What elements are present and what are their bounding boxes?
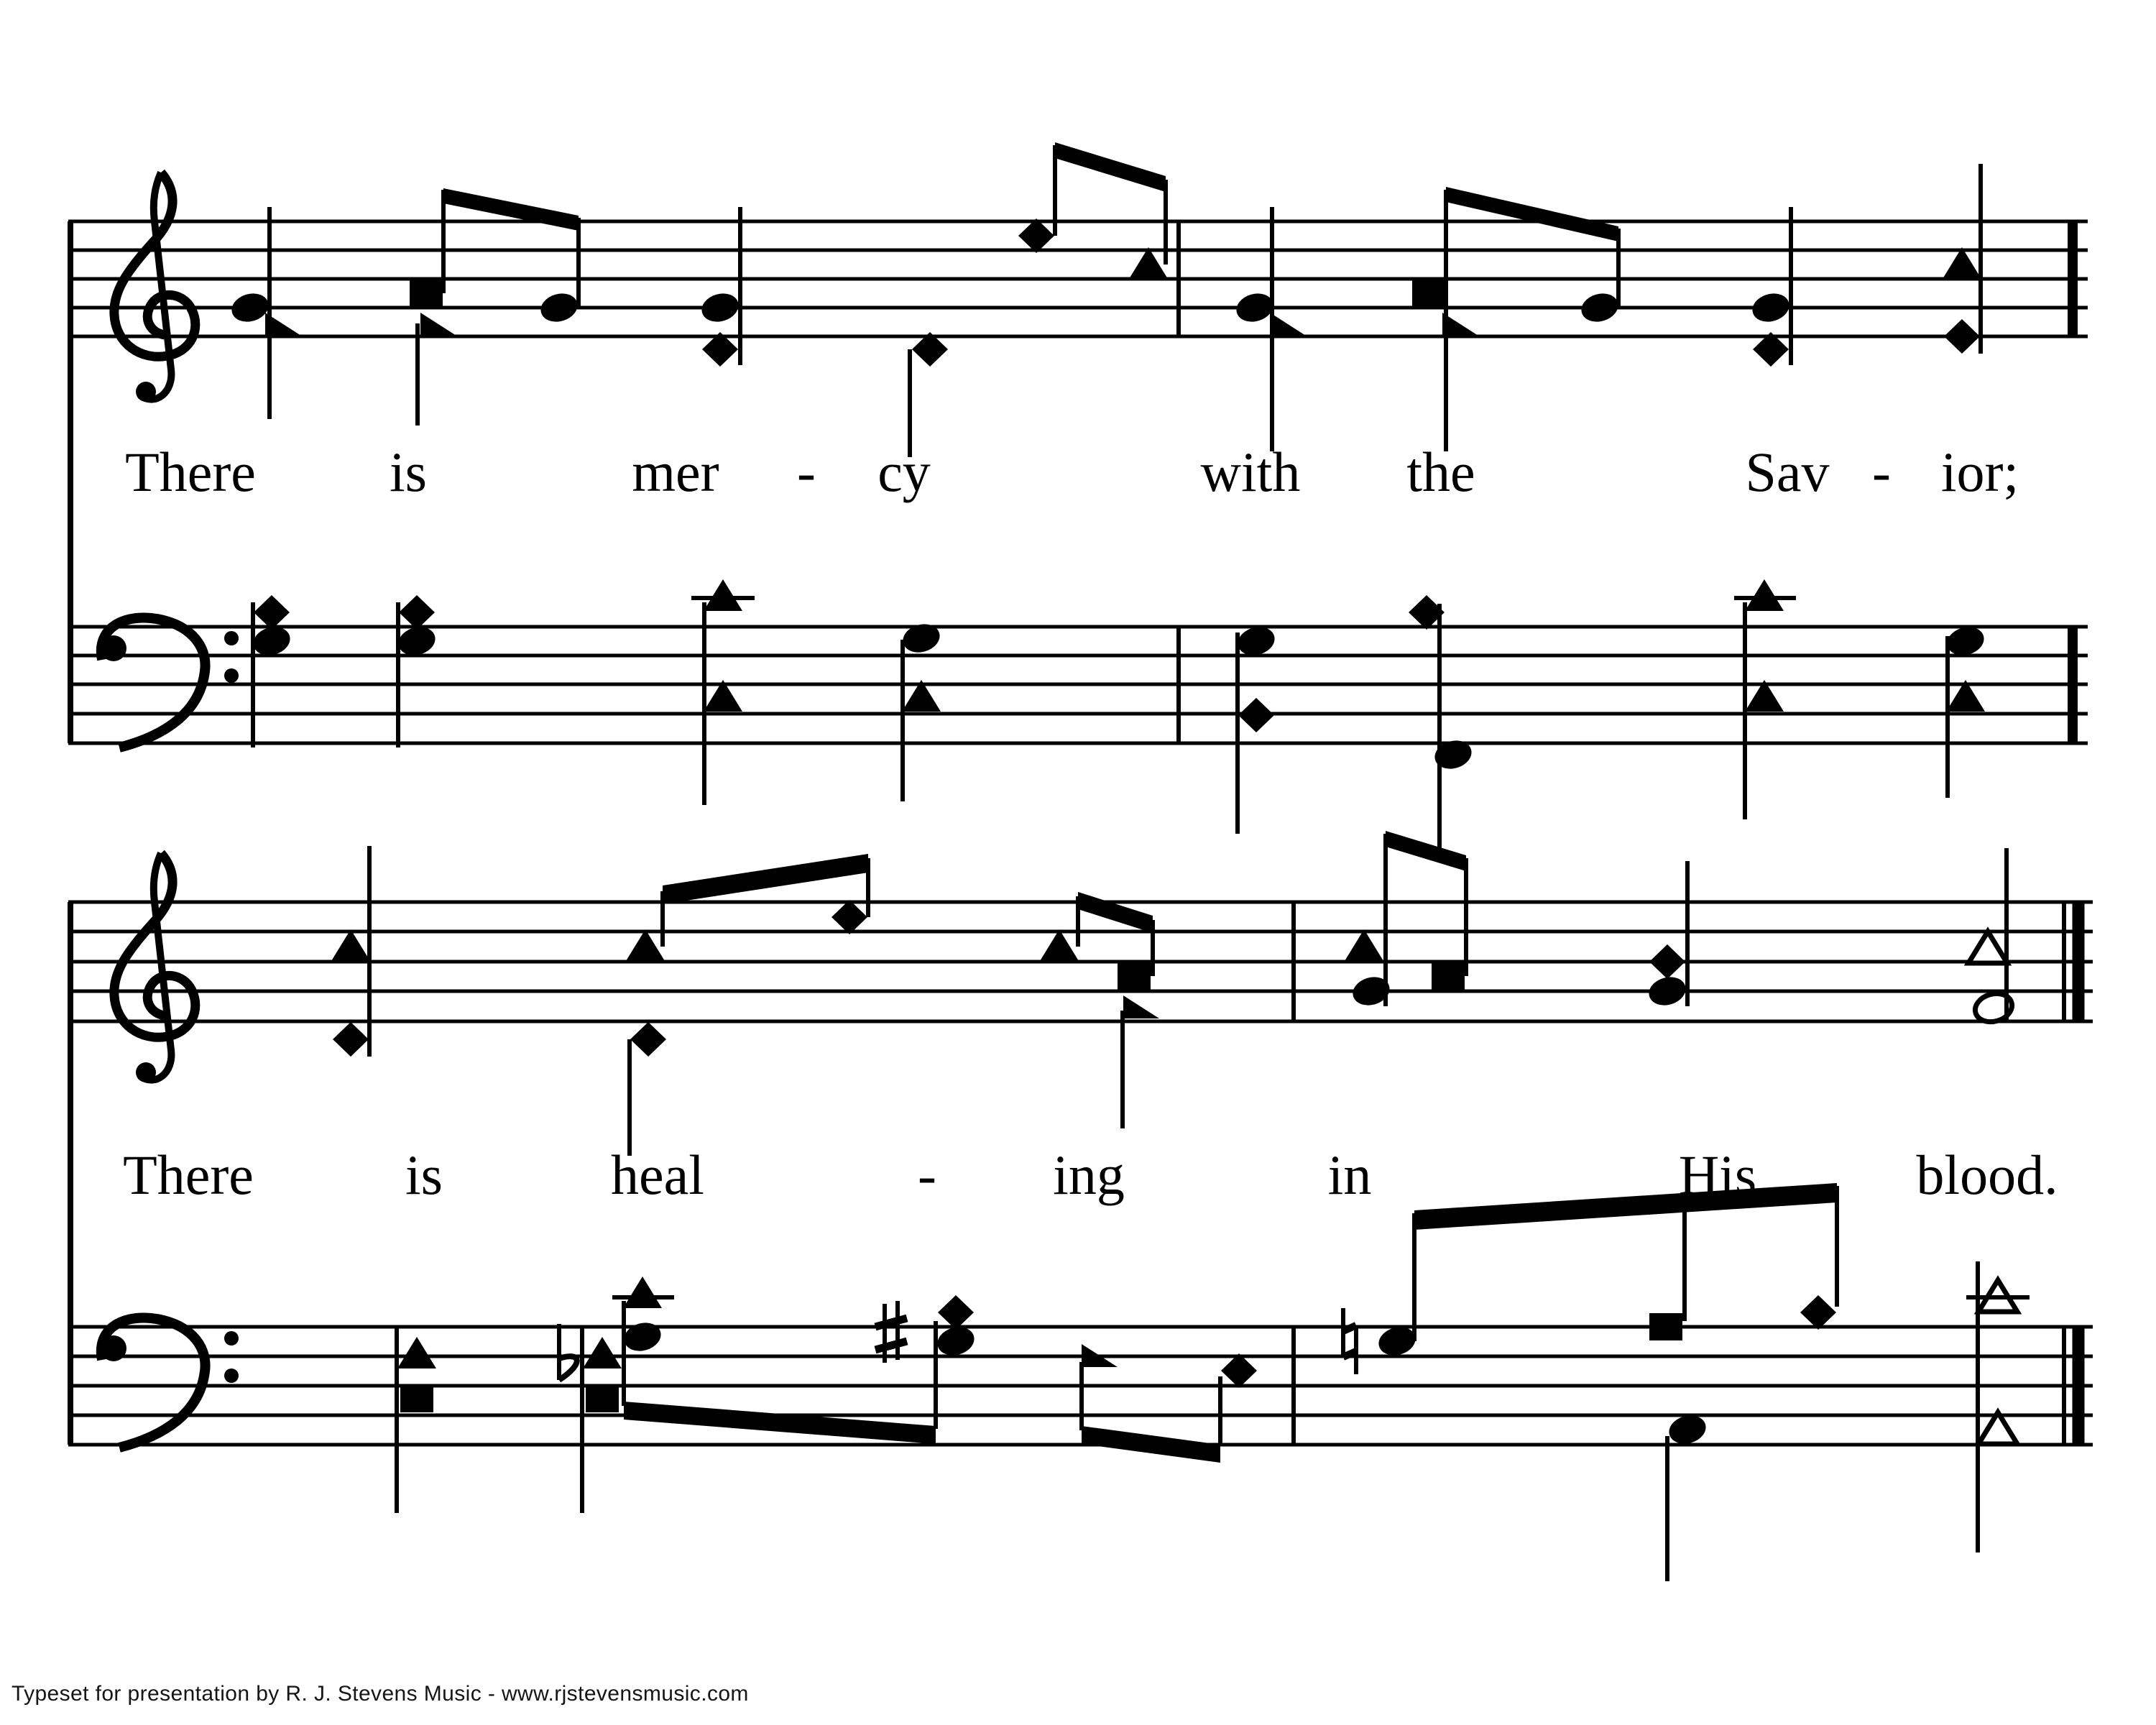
final-barline (2073, 1325, 2085, 1446)
notehead-fa (420, 313, 456, 336)
lyric-syllable: His (1678, 1144, 1757, 1206)
bass-clef-icon (224, 668, 239, 683)
lyric-syllable: There (123, 1144, 254, 1206)
footer-credit: Typeset for presentation by R. J. Stevens Music - www.rjstevensmusic.com (11, 1682, 749, 1706)
lyric-syllable: heal (611, 1144, 704, 1206)
beam (1414, 1183, 1837, 1230)
notehead-diamond (399, 595, 435, 630)
notehead-diamond (1221, 1353, 1257, 1388)
notehead-triangle (583, 1337, 622, 1368)
notehead-square (1118, 962, 1151, 990)
notehead-triangle (623, 1276, 662, 1308)
beam (1055, 142, 1166, 192)
final-barline (2073, 901, 2085, 1023)
lyric-syllable: mer (632, 441, 719, 503)
notehead-diamond (1238, 698, 1274, 732)
lyric-hyphen: - (918, 1144, 936, 1206)
beam (1082, 1426, 1220, 1463)
beam (1078, 892, 1153, 933)
lyric-syllable: ing (1053, 1144, 1125, 1206)
notehead-fa (1270, 313, 1306, 336)
notehead-square (586, 1385, 619, 1412)
lyric-syllable: with (1200, 441, 1301, 503)
notehead-triangle (704, 579, 742, 611)
treble-clef-icon (140, 172, 171, 400)
notehead-triangle (331, 929, 370, 961)
beam (1446, 187, 1618, 242)
accidental-flat (559, 1356, 577, 1380)
final-barline (2062, 901, 2066, 1023)
notehead-square (1412, 280, 1445, 307)
final-barline (2068, 625, 2078, 745)
notehead-triangle (626, 929, 665, 961)
lyric-syllable: blood. (1916, 1144, 2058, 1206)
lyric-hyphen: - (1872, 441, 1891, 503)
lyric-syllable: Sav (1745, 441, 1830, 503)
bass-clef-icon (101, 1335, 126, 1361)
notehead-diamond (1018, 218, 1054, 253)
notehead-triangle (1968, 932, 2007, 963)
notehead-diamond (1800, 1295, 1836, 1330)
notehead-triangle (1978, 1412, 2017, 1444)
notehead-square (1432, 962, 1465, 990)
notehead-oval (1646, 973, 1689, 1010)
notehead-oval (1749, 290, 1792, 326)
notehead-triangle (1943, 247, 1981, 279)
beam (663, 854, 868, 904)
treble-clef-icon (136, 1062, 156, 1082)
notehead-diamond (333, 1022, 369, 1057)
lyric-hyphen: - (797, 441, 816, 503)
lyric-syllable: in (1327, 1144, 1372, 1206)
lyric-syllable: the (1406, 441, 1475, 503)
notehead-diamond (938, 1295, 974, 1330)
final-barline (2068, 220, 2078, 338)
notehead-square (410, 280, 443, 307)
bass-clef-icon (224, 631, 239, 645)
beam (443, 188, 579, 231)
notehead-diamond (630, 1022, 666, 1057)
notehead-oval (538, 290, 581, 326)
notehead-triangle (1040, 929, 1079, 961)
bass-clef-icon (224, 1368, 239, 1383)
notehead-diamond (1649, 944, 1685, 979)
notehead-oval (621, 1319, 664, 1356)
notehead-diamond (831, 900, 867, 934)
lyric-syllable: is (405, 1144, 443, 1206)
notehead-triangle (397, 1337, 436, 1368)
notehead-oval (699, 290, 742, 326)
lyric-syllable: cy (877, 441, 931, 503)
treble-clef-icon (140, 853, 171, 1080)
accidental-sharp (875, 1341, 907, 1350)
lyric-syllable: ior; (1940, 441, 2019, 503)
notehead-triangle (1345, 929, 1383, 961)
notehead-diamond (1944, 319, 1980, 354)
treble-clef-icon (136, 382, 156, 402)
notehead-square (400, 1385, 433, 1412)
lyric-syllable: is (389, 441, 428, 503)
bass-clef-icon (101, 635, 126, 661)
notehead-diamond (254, 595, 290, 630)
notehead-triangle (1129, 247, 1168, 279)
notehead-fa (1123, 995, 1159, 1018)
notehead-oval (1578, 290, 1621, 326)
beam (1386, 831, 1466, 871)
lyric-syllable: There (125, 441, 256, 503)
notehead-square (1649, 1313, 1682, 1340)
beam (624, 1402, 936, 1444)
final-barline (2062, 1325, 2066, 1446)
bass-clef-icon (224, 1331, 239, 1346)
notehead-triangle (1745, 579, 1784, 611)
